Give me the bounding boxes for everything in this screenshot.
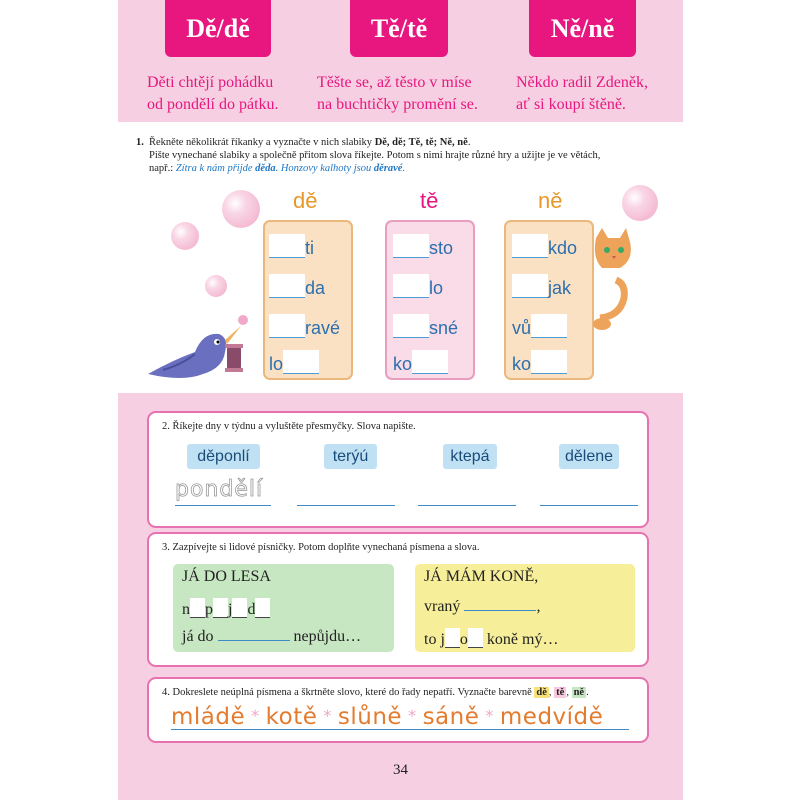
dotted-example-word: pondělí	[175, 477, 264, 502]
bubble-decoration	[205, 275, 227, 297]
syllable-ne: ně	[538, 188, 563, 213]
exercise-2-box	[147, 411, 649, 528]
word[interactable]: kotě	[265, 704, 318, 730]
writing-line[interactable]	[175, 505, 271, 506]
song-card-2: JÁ MÁM KONĚ, vraný , to j o koně mý…	[415, 564, 635, 652]
word[interactable]: slůně	[337, 704, 403, 730]
writing-line[interactable]	[540, 505, 638, 506]
bubble-decoration	[622, 185, 658, 221]
fill-box[interactable]	[393, 234, 429, 258]
fill-box[interactable]	[283, 350, 319, 374]
word[interactable]: medvídě	[499, 704, 604, 730]
rhyme-de: Děti chtějí pohádku od pondělí do pátku.	[147, 74, 279, 113]
syllable-de: dě	[293, 188, 318, 213]
anagram-chip: terýú	[324, 444, 377, 469]
fill-box[interactable]	[269, 314, 305, 338]
ex3-instruction: 3. Zazpívejte si lidové písničky. Potom doplňte vynechaná písmena a slova.	[162, 542, 480, 553]
rhyme-ne: Někdo radil Zdeněk, ať si koupí štěně.	[516, 74, 648, 113]
fill-box[interactable]	[512, 274, 548, 298]
fill-box[interactable]	[269, 274, 305, 298]
fill-box[interactable]	[531, 350, 567, 374]
anagram-chip: dělene	[559, 444, 619, 469]
header-box-te: Tě/tě	[350, 0, 448, 57]
fill-box[interactable]	[531, 314, 567, 338]
rhyme-te: Těšte se, až těsto v míse na buchtičky promění se.	[317, 74, 478, 113]
bird-illustration	[143, 308, 253, 384]
ex1-line1: 1. Řekněte několikrát říkanky a vyznačte v nich slabiky Dě, dě; Tě, tě; Ně, ně.	[136, 137, 471, 148]
cat-illustration	[590, 228, 638, 340]
writing-line[interactable]	[297, 505, 395, 506]
word[interactable]: mládě	[171, 704, 246, 730]
exercise-3-box	[147, 532, 649, 667]
ex4-instruction: 4. Dokreslete neúplná písmena a škrtněte slovo, které do řady nepatří. Vyznačte barevně dě , tě , ně .	[162, 687, 589, 698]
word-card-de: ti da ravé lo	[263, 220, 353, 380]
word[interactable]: sáně	[422, 704, 480, 730]
fill-box[interactable]	[512, 234, 548, 258]
exercise-4-box	[147, 677, 649, 743]
fill-box[interactable]	[393, 274, 429, 298]
ex1-line2: Pište vynechané slabiky a společně přitom slova říkejte. Potom s nimi hrajte různé hry a užijte je ve větách,	[149, 150, 601, 161]
bubble-decoration	[222, 190, 260, 228]
fill-box[interactable]	[269, 234, 305, 258]
page-number: 34	[393, 762, 408, 778]
anagram-chip: ktepá	[443, 444, 497, 469]
ex1-line3: např.: Zítra k nám přijde děda. Honzovy kalhoty jsou děravé.	[149, 163, 406, 174]
song-card-1: JÁ DO LESA n p j d já do nepůjdu…	[173, 564, 394, 652]
ex2-instruction: 2. Říkejte dny v týdnu a vyluštěte přesmyčky. Slova napište.	[162, 421, 416, 432]
header-box-ne: Ně/ně	[529, 0, 636, 57]
bubble-decoration	[171, 222, 199, 250]
anagram-chip: děponlí	[187, 444, 260, 469]
syllable-te: tě	[420, 188, 439, 213]
writing-line[interactable]	[418, 505, 516, 506]
fill-box[interactable]	[412, 350, 448, 374]
workbook-page	[118, 0, 683, 800]
word-card-te: sto lo sné ko	[385, 220, 475, 380]
header-box-de: Dě/dě	[165, 0, 271, 57]
fill-box[interactable]	[393, 314, 429, 338]
baseline	[171, 729, 629, 730]
word-row: mládě * kotě * slůně * sáně * medvídě	[171, 704, 604, 730]
word-card-ne: kdo jak vů ko	[504, 220, 594, 380]
